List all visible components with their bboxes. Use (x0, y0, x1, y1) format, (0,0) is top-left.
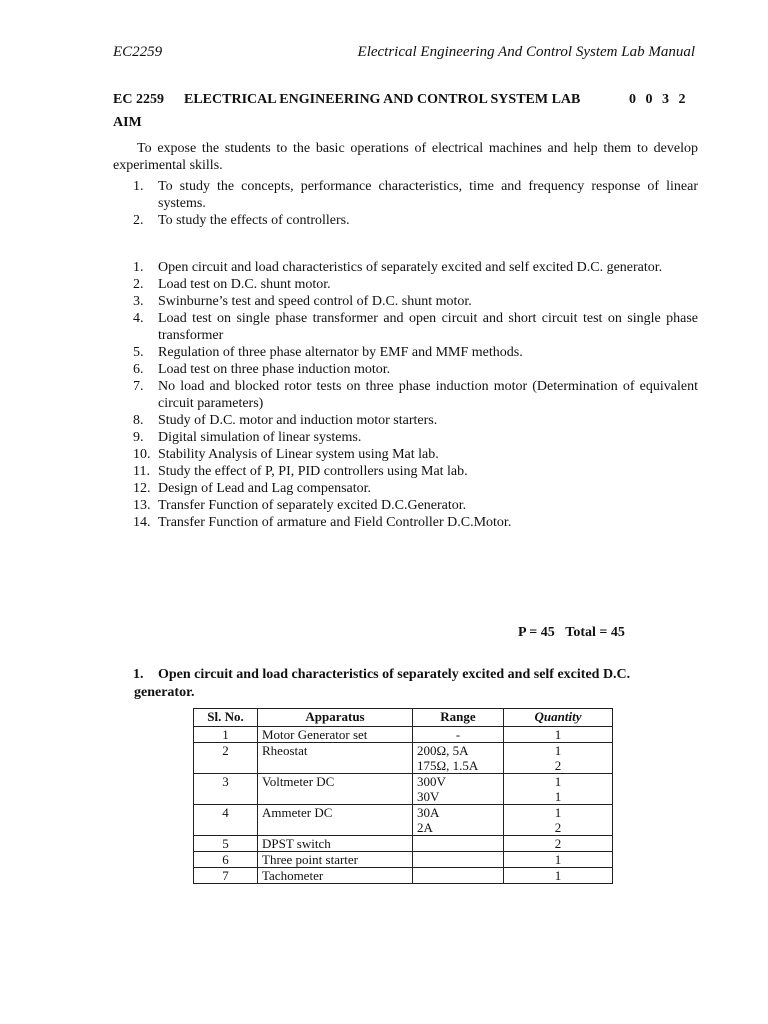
range-value (417, 852, 499, 867)
list-item (113, 463, 698, 480)
list-item-text: No load and blocked rotor tests on three phase induction motor (Determination of equivalent circuit parameters) (158, 379, 698, 411)
cell-sl-no: 4 (194, 805, 258, 836)
course-credits: 0 0 3 2 (629, 92, 689, 107)
cell-sl-no: 3 (194, 774, 258, 805)
list-item (113, 497, 698, 514)
cell-quantity (504, 805, 613, 836)
list-item-number: 9. (133, 430, 144, 445)
list-item (113, 446, 698, 463)
cell-apparatus: Ammeter DC (258, 805, 413, 836)
list-item-number: 10. (133, 447, 151, 462)
range-value: 30A (417, 805, 440, 820)
cell-range (413, 727, 504, 743)
list-item (113, 178, 698, 212)
header-quantity: Quantity (504, 709, 613, 727)
aim-heading: AIM (113, 115, 142, 130)
quantity-value: 1 (554, 868, 562, 883)
cell-range (413, 743, 504, 774)
total-hours: Total = 45 (565, 625, 625, 640)
list-item-number: 6. (133, 362, 144, 377)
list-item-number: 5. (133, 345, 144, 360)
list-item-text: Load test on D.C. shunt motor. (158, 277, 331, 292)
list-item-number: 2. (133, 277, 144, 292)
list-item (113, 361, 698, 378)
quantity-value: 1 (554, 743, 562, 758)
header-manual-title: Electrical Engineering And Control System Lab Manual (357, 44, 695, 60)
cell-sl-no: 5 (194, 836, 258, 852)
list-item-text: Design of Lead and Lag compensator. (158, 481, 372, 496)
range-value: 175Ω, 1.5A (417, 758, 479, 773)
list-item-text: Study the effect of P, PI, PID controllers using Mat lab. (158, 464, 468, 479)
list-item-number: 11. (133, 464, 150, 479)
table-row (194, 868, 613, 884)
hours-total (518, 625, 625, 641)
list-item (113, 212, 698, 229)
quantity-value: 1 (554, 852, 562, 867)
range-value: 30V (417, 789, 440, 804)
list-item (113, 344, 698, 361)
table-row (194, 743, 613, 774)
quantity-value: 1 (554, 774, 562, 789)
list-item (113, 480, 698, 497)
list-item-number: 7. (133, 379, 144, 394)
list-item-text: To study the effects of controllers. (158, 213, 350, 228)
list-item-number: 13. (133, 498, 151, 513)
list-item-text: Study of D.C. motor and induction motor starters. (158, 413, 438, 428)
cell-range (413, 836, 504, 852)
list-item (113, 310, 698, 344)
list-item-number: 8. (133, 413, 144, 428)
cell-range (413, 805, 504, 836)
list-item-number: 4. (133, 311, 144, 326)
list-item-text: Swinburne’s test and speed control of D.C. shunt motor. (158, 294, 472, 309)
quantity-value: 1 (554, 727, 562, 742)
cell-range (413, 852, 504, 868)
list-item-number: 14. (133, 515, 151, 530)
header-range: Range (413, 709, 504, 727)
cell-sl-no: 7 (194, 868, 258, 884)
list-item (113, 514, 698, 531)
apparatus-table (193, 708, 613, 884)
range-value: 2A (417, 820, 433, 835)
cell-quantity (504, 852, 613, 868)
cell-quantity (504, 727, 613, 743)
list-item-text: Digital simulation of linear systems. (158, 430, 362, 445)
cell-apparatus: Three point starter (258, 852, 413, 868)
quantity-value: 1 (554, 789, 562, 804)
list-item (113, 276, 698, 293)
list-item (113, 378, 698, 412)
cell-quantity (504, 836, 613, 852)
table-header-row (194, 709, 613, 727)
cell-sl-no: 6 (194, 852, 258, 868)
list-item-number: 1. (133, 179, 144, 194)
range-value: - (455, 727, 461, 742)
range-value: 300V (417, 774, 446, 789)
list-item (113, 293, 698, 310)
experiment-list (113, 259, 698, 531)
section-heading (113, 666, 698, 702)
cell-quantity (504, 868, 613, 884)
cell-apparatus: DPST switch (258, 836, 413, 852)
section-title-line1: Open circuit and load characteristics of separately excited and self excited D.C. (158, 667, 631, 682)
list-item-text: Stability Analysis of Linear system using Mat lab. (158, 447, 439, 462)
aim-list (113, 178, 698, 229)
range-value (417, 836, 499, 851)
table-row (194, 836, 613, 852)
cell-quantity (504, 743, 613, 774)
quantity-value: 1 (554, 805, 562, 820)
aim-paragraph: To expose the students to the basic operations of electrical machines and help them to develop experimental skills. (113, 141, 698, 173)
practical-hours: P = 45 (518, 625, 555, 640)
quantity-value: 2 (554, 836, 562, 851)
table-row (194, 727, 613, 743)
list-item-number: 2. (133, 213, 144, 228)
header-apparatus: Apparatus (258, 709, 413, 727)
list-item-text: Open circuit and load characteristics of separately excited and self excited D.C. generator. (158, 260, 663, 275)
cell-apparatus: Tachometer (258, 868, 413, 884)
table-row (194, 852, 613, 868)
list-item-text: Load test on three phase induction motor. (158, 362, 391, 377)
quantity-value: 2 (554, 820, 562, 835)
header-sl-no: Sl. No. (194, 709, 258, 727)
table-row (194, 805, 613, 836)
cell-sl-no: 1 (194, 727, 258, 743)
list-item-number: 1. (133, 260, 144, 275)
cell-apparatus: Voltmeter DC (258, 774, 413, 805)
section-title-line2: generator. (134, 685, 195, 700)
quantity-value: 2 (554, 758, 562, 773)
list-item-text: Transfer Function of separately excited D.C.Generator. (158, 498, 467, 513)
list-item (113, 259, 698, 276)
cell-apparatus: Motor Generator set (258, 727, 413, 743)
list-item-number: 3. (133, 294, 144, 309)
list-item (113, 412, 698, 429)
list-item-text: Regulation of three phase alternator by EMF and MMF methods. (158, 345, 523, 360)
range-value (417, 868, 499, 883)
header-course-code: EC2259 (113, 44, 163, 60)
list-item-text: To study the concepts, performance characteristics, time and frequency response of linear systems. (158, 179, 698, 211)
table-row (194, 774, 613, 805)
cell-apparatus: Rheostat (258, 743, 413, 774)
range-value: 200Ω, 5A (417, 743, 469, 758)
list-item-number: 12. (133, 481, 151, 496)
cell-range (413, 868, 504, 884)
section-number: 1. (133, 667, 144, 682)
cell-quantity (504, 774, 613, 805)
list-item-text: Load test on single phase transformer and open circuit and short circuit test on single phase transformer (158, 311, 698, 343)
cell-sl-no: 2 (194, 743, 258, 774)
list-item (113, 429, 698, 446)
cell-range (413, 774, 504, 805)
course-code: EC 2259 (113, 92, 164, 107)
course-name: ELECTRICAL ENGINEERING AND CONTROL SYSTEM LAB (184, 92, 581, 107)
list-item-text: Transfer Function of armature and Field Controller D.C.Motor. (158, 515, 512, 530)
